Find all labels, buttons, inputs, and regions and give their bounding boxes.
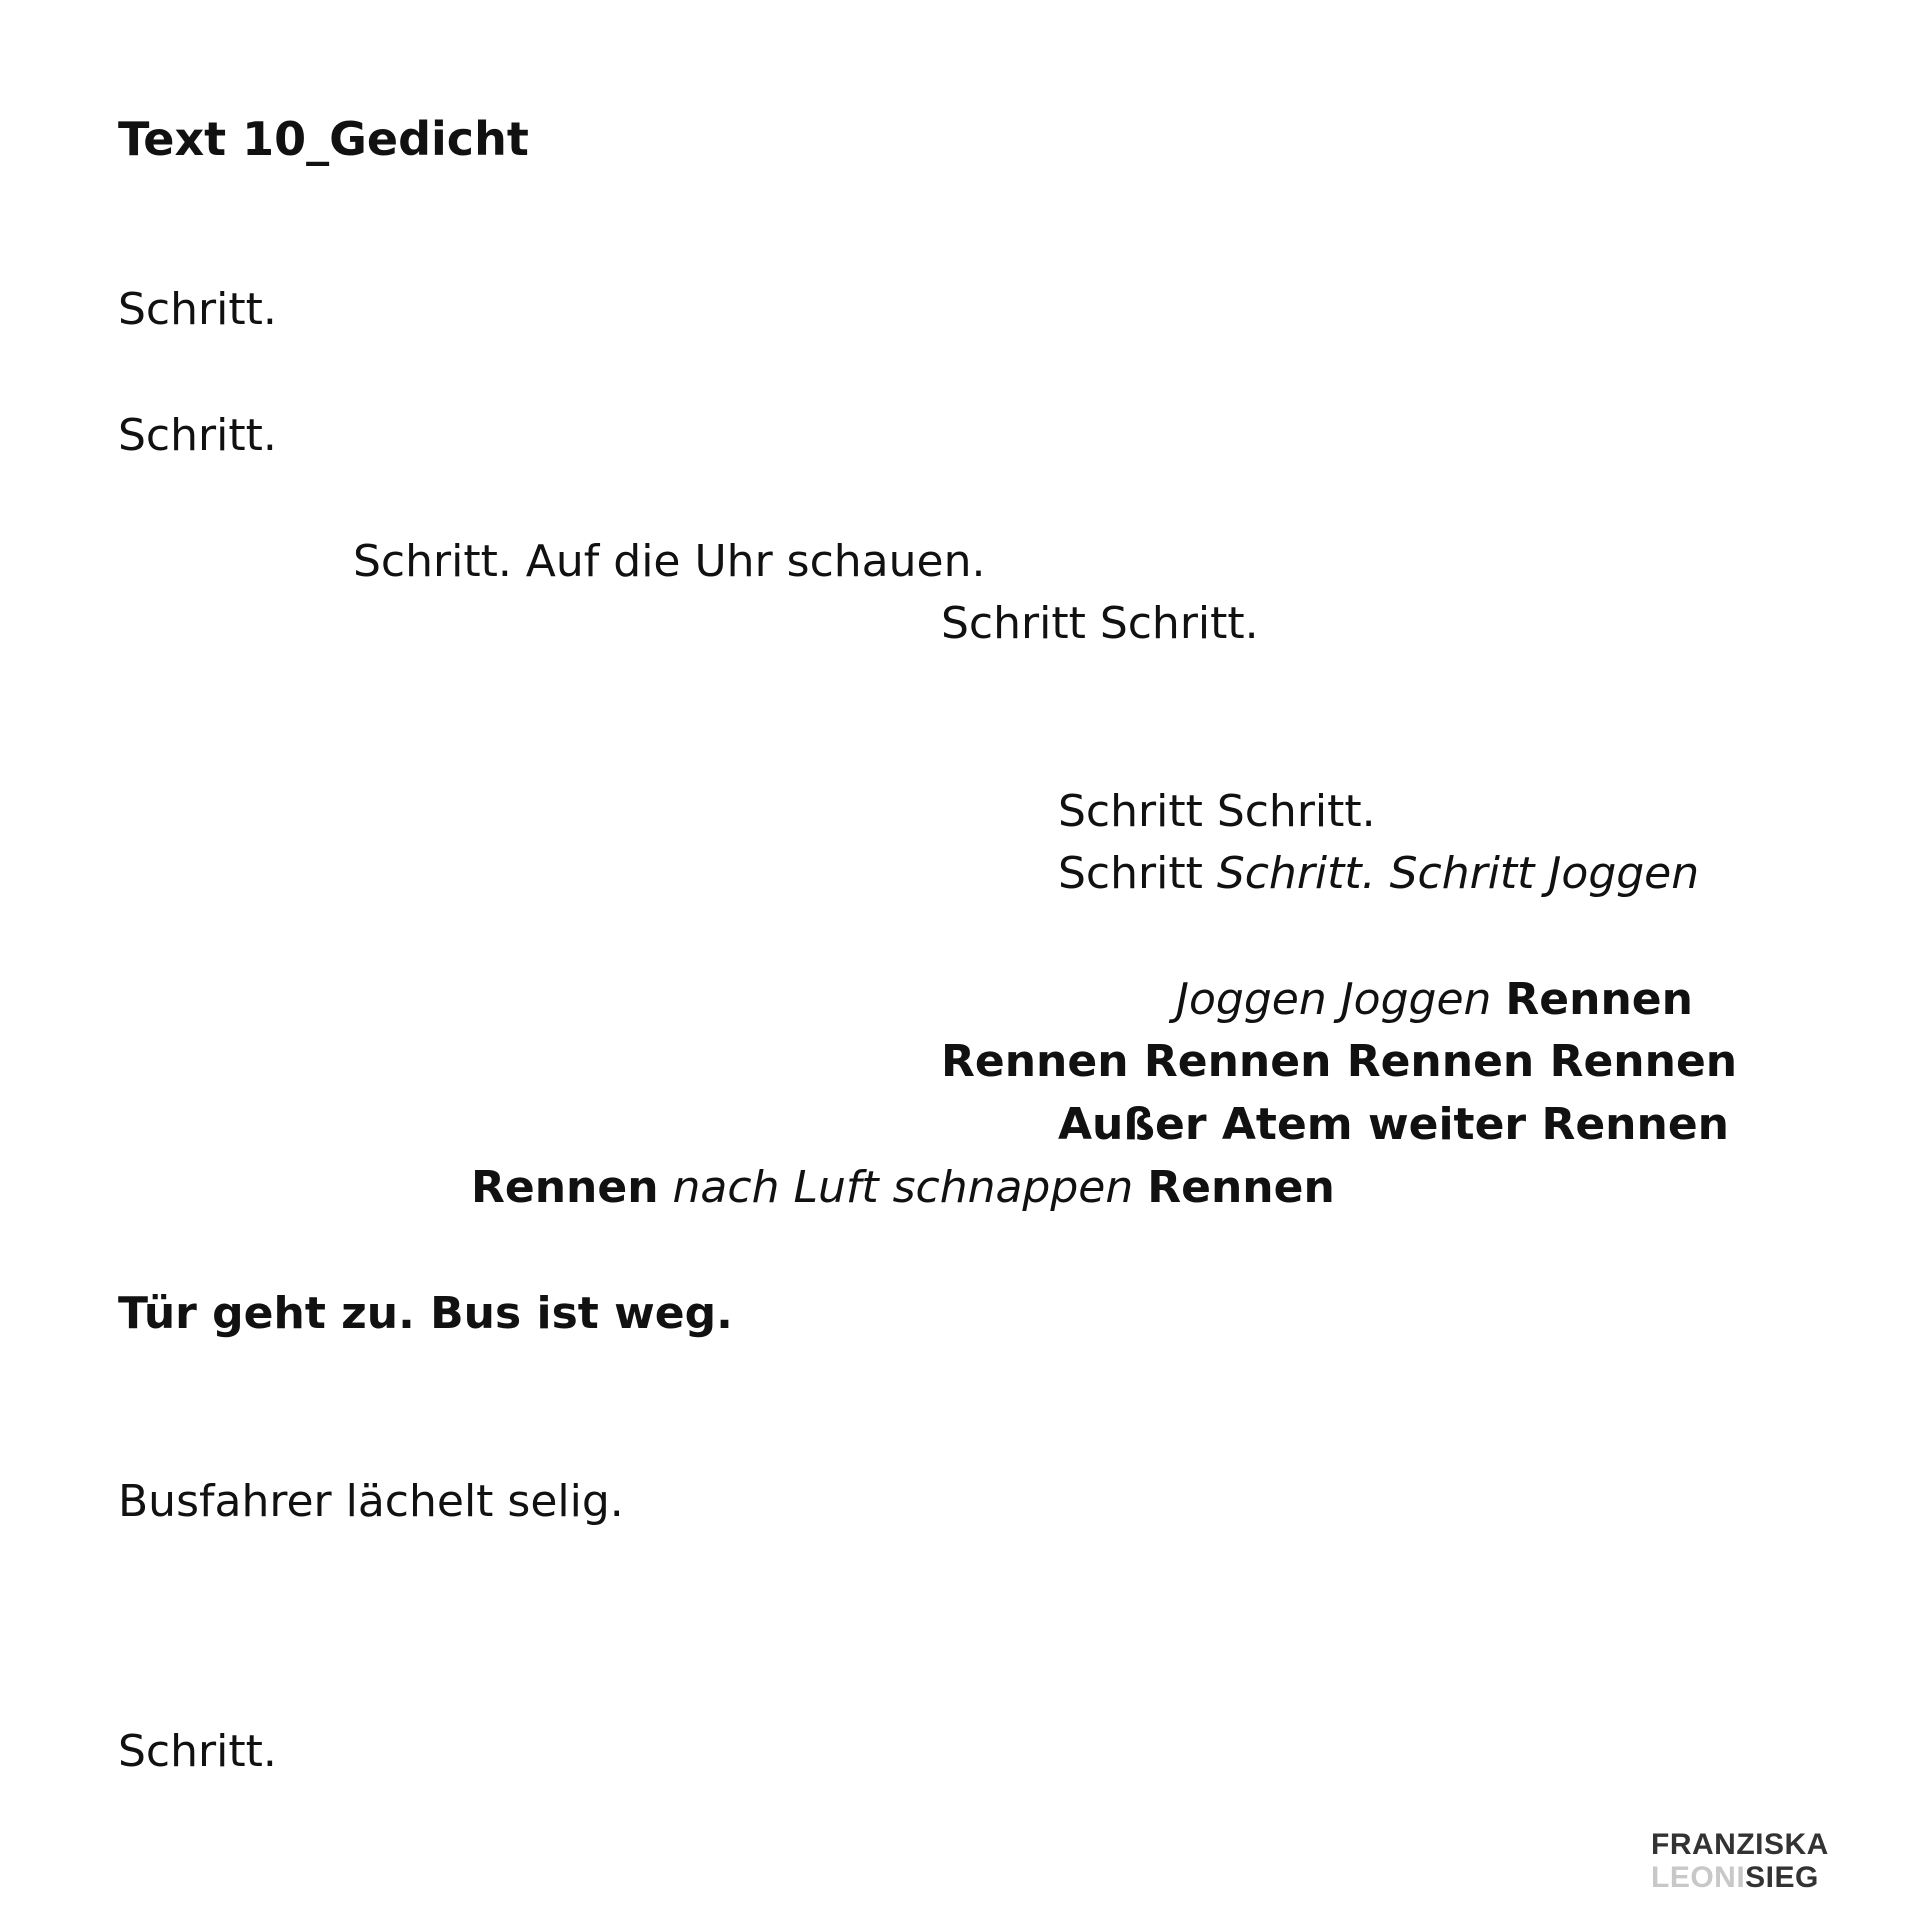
logo-line-2 (1651, 1861, 1829, 1894)
logo-line-2-dark: SIEG (1745, 1861, 1819, 1894)
logo-line-2-light: LEONI (1651, 1861, 1746, 1894)
page-title: Text 10_Gedicht (118, 112, 529, 166)
poem-line-3: Schritt. Auf die Uhr schauen. (353, 536, 986, 587)
poem-line-9: Außer Atem weiter Rennen (1058, 1099, 1729, 1150)
poem-line-13: Schritt. (118, 1726, 277, 1777)
poem-line-7 (1176, 974, 1693, 1025)
poem-line-8: Rennen Rennen Rennen Rennen (941, 1036, 1738, 1087)
poem-line-10-italic: nach Luft schnappen (658, 1162, 1148, 1213)
logo-line-1: FRANZISKA (1651, 1828, 1829, 1861)
poem-line-1: Schritt. (118, 284, 277, 335)
poem-line-10 (471, 1162, 1335, 1213)
poem-line-6-italic: Schritt. Schritt Joggen (1216, 848, 1700, 899)
author-logo (1651, 1828, 1829, 1894)
poem-line-6 (1058, 848, 1700, 899)
poem-line-10-bold-end: Rennen (1147, 1162, 1335, 1213)
poem-line-11: Tür geht zu. Bus ist weg. (118, 1288, 733, 1339)
poem-line-10-bold-start: Rennen (471, 1162, 659, 1213)
poem-line-6-regular: Schritt (1058, 848, 1217, 899)
poem-line-4: Schritt Schritt. (941, 598, 1259, 649)
poem-line-2: Schritt. (118, 410, 277, 461)
poem-line-12: Busfahrer lächelt selig. (118, 1476, 624, 1527)
poem-line-7-bold: Rennen (1505, 974, 1693, 1025)
poem-line-7-italic: Joggen Joggen (1176, 974, 1506, 1025)
poem-line-5: Schritt Schritt. (1058, 786, 1376, 837)
